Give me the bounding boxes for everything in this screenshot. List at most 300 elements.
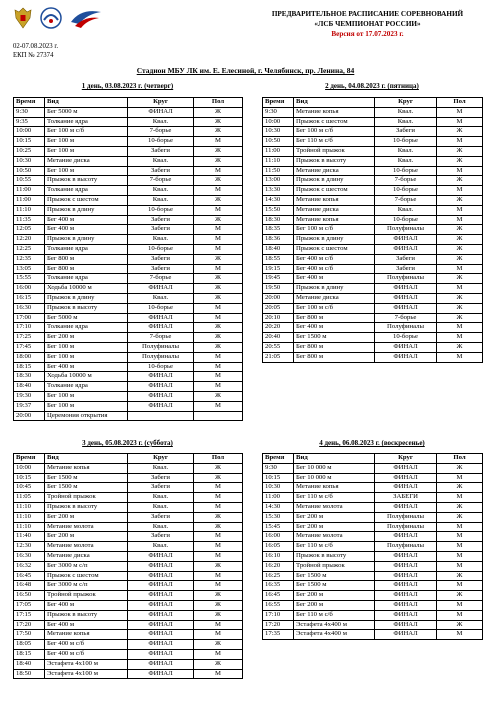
event-cell: Прыжок в длину	[45, 235, 128, 245]
time-cell: 11:00	[14, 186, 45, 196]
time-cell: 16:00	[14, 284, 45, 294]
event-cell: Метание диска	[294, 166, 375, 176]
round-cell: ФИНАЛ	[128, 284, 194, 294]
table-row	[263, 274, 483, 284]
event-cell: Толкание ядра	[45, 323, 128, 333]
event-cell: Бег 400 м с/б	[45, 649, 128, 659]
time-cell: 16:45	[263, 591, 294, 601]
sex-cell: М	[437, 581, 483, 591]
event-cell: Прыжок с шестом	[294, 186, 375, 196]
round-cell: ФИНАЛ	[128, 571, 194, 581]
time-cell: 12:30	[14, 542, 45, 552]
sex-cell: М	[194, 502, 243, 512]
time-cell: 17:20	[263, 620, 294, 630]
round-cell: ФИНАЛ	[375, 551, 437, 561]
round-cell: Полуфиналы	[375, 274, 437, 284]
event-cell: Метание копья	[294, 215, 375, 225]
table-row	[14, 571, 243, 581]
table-row	[14, 382, 243, 392]
table-row	[263, 342, 483, 352]
day-2-schedule-table	[262, 97, 483, 363]
event-cell: Бег 200 м	[294, 591, 375, 601]
sex-cell: Ж	[194, 195, 243, 205]
event-cell: Прыжок с шестом	[294, 244, 375, 254]
event-cell: Прыжок в высоту	[45, 176, 128, 186]
table-row	[14, 669, 243, 679]
table-row	[14, 581, 243, 591]
day-2-title: 2 день, 04.08.2023 г. (пятница)	[325, 82, 419, 90]
table-row	[263, 323, 483, 333]
sex-cell: М	[437, 264, 483, 274]
sex-cell: М	[194, 382, 243, 392]
round-cell: Квал.	[128, 493, 194, 503]
document-header	[250, 9, 485, 39]
time-column-header: Время	[263, 98, 294, 108]
round-cell: Квал.	[128, 235, 194, 245]
round-cell: 10-борье	[375, 215, 437, 225]
sex-cell: Ж	[194, 333, 243, 343]
sex-cell: Ж	[194, 127, 243, 137]
event-cell: Прыжок в длину	[294, 284, 375, 294]
sex-cell: М	[194, 620, 243, 630]
round-cell: 7-борье	[128, 176, 194, 186]
time-cell: 20:20	[263, 323, 294, 333]
event-cell: Бег 100 м	[45, 391, 128, 401]
event-cell: Бег 400 м	[45, 215, 128, 225]
event-cell: Толкание ядра	[45, 382, 128, 392]
event-cell: Бег 400 м	[45, 362, 128, 372]
event-cell: Метание молота	[45, 542, 128, 552]
sex-cell: Ж	[194, 293, 243, 303]
round-cell: Забеги	[128, 215, 194, 225]
round-cell: ФИНАЛ	[375, 610, 437, 620]
sex-cell: Ж	[194, 463, 243, 473]
time-cell: 13:30	[263, 186, 294, 196]
event-cell: Бег 110 м с/б	[294, 610, 375, 620]
sex-cell: М	[194, 669, 243, 679]
time-cell: 17:25	[14, 333, 45, 343]
sex-cell: М	[194, 630, 243, 640]
table-header-row	[263, 98, 483, 108]
sex-cell: М	[437, 551, 483, 561]
time-cell: 16:10	[263, 551, 294, 561]
table-row	[263, 600, 483, 610]
event-column-header: Вид	[45, 98, 128, 108]
table-row	[263, 333, 483, 343]
table-row	[263, 264, 483, 274]
event-cell: Бег 100 м	[45, 352, 128, 362]
time-cell: 20:05	[263, 303, 294, 313]
event-cell: Прыжок в длину	[45, 205, 128, 215]
table-row	[263, 166, 483, 176]
table-row	[263, 502, 483, 512]
table-row	[14, 630, 243, 640]
time-cell: 18:36	[263, 235, 294, 245]
table-row	[263, 156, 483, 166]
time-cell: 17:45	[14, 342, 45, 352]
table-row	[14, 146, 243, 156]
sex-cell: М	[194, 244, 243, 254]
round-cell: Квал.	[128, 156, 194, 166]
time-column-header: Время	[14, 98, 45, 108]
event-cell: Прыжок в высоту	[294, 551, 375, 561]
table-row	[263, 127, 483, 137]
table-row	[263, 117, 483, 127]
time-cell: 18:40	[14, 659, 45, 669]
round-cell: 10-борье	[375, 166, 437, 176]
sex-cell: М	[437, 186, 483, 196]
sex-cell: Ж	[194, 274, 243, 284]
time-cell: 14:30	[263, 502, 294, 512]
event-cell: Бег 800 м	[45, 254, 128, 264]
time-cell: 19:37	[14, 401, 45, 411]
time-cell: 16:25	[263, 571, 294, 581]
event-cell: Бег 800 м	[45, 264, 128, 274]
sex-cell: М	[194, 551, 243, 561]
sex-cell: Ж	[437, 146, 483, 156]
table-row	[263, 571, 483, 581]
event-cell: Бег 1500 м	[294, 571, 375, 581]
round-column-header: Круг	[375, 98, 437, 108]
round-cell: 7-борье	[375, 195, 437, 205]
table-row	[14, 235, 243, 245]
round-cell: Полуфиналы	[375, 225, 437, 235]
event-column-header: Вид	[294, 454, 375, 464]
table-row	[263, 107, 483, 117]
time-cell: 11:10	[263, 156, 294, 166]
table-row	[14, 649, 243, 659]
table-row	[263, 215, 483, 225]
sex-cell: М	[194, 186, 243, 196]
table-row	[14, 473, 243, 483]
event-cell: Метание молота	[294, 532, 375, 542]
time-cell: 15:45	[263, 522, 294, 532]
time-cell: 10:15	[263, 473, 294, 483]
sex-cell: М	[437, 473, 483, 483]
event-cell: Прыжок в высоту	[45, 610, 128, 620]
round-column-header: Круг	[375, 454, 437, 464]
table-row	[14, 333, 243, 343]
table-row	[263, 313, 483, 323]
round-cell: ФИНАЛ	[375, 600, 437, 610]
table-row	[263, 522, 483, 532]
sex-cell: М	[194, 372, 243, 382]
table-row	[14, 600, 243, 610]
event-cell: Метание копья	[45, 463, 128, 473]
time-cell: 17:05	[14, 600, 45, 610]
table-row	[14, 166, 243, 176]
time-cell: 16:50	[14, 591, 45, 601]
sex-cell: Ж	[437, 303, 483, 313]
time-cell: 18:55	[263, 254, 294, 264]
day-3-title: 3 день, 05.08.2023 г. (суббота)	[82, 439, 173, 447]
time-cell: 18:15	[14, 649, 45, 659]
time-cell: 10:25	[14, 146, 45, 156]
round-cell: ФИНАЛ	[128, 372, 194, 382]
event-cell: Прыжок в длину	[45, 293, 128, 303]
sex-cell: Ж	[437, 512, 483, 522]
round-cell: ФИНАЛ	[128, 581, 194, 591]
event-cell: Бег 3000 м с/п	[45, 581, 128, 591]
event-cell: Прыжок в высоту	[294, 156, 375, 166]
table-header-row	[263, 454, 483, 464]
sex-cell: Ж	[194, 342, 243, 352]
round-cell: Забеги	[128, 512, 194, 522]
round-cell: ФИНАЛ	[375, 532, 437, 542]
sex-cell: М	[194, 649, 243, 659]
sex-cell: М	[194, 362, 243, 372]
sex-cell: М	[194, 225, 243, 235]
sex-cell: М	[437, 284, 483, 294]
table-row	[263, 186, 483, 196]
table-row	[14, 274, 243, 284]
time-cell: 10:15	[14, 137, 45, 147]
event-cell: Ходьба 10000 м	[45, 284, 128, 294]
time-cell: 15:55	[14, 274, 45, 284]
sex-cell: Ж	[437, 483, 483, 493]
event-cell: Бег 800 м	[294, 352, 375, 362]
day-4-schedule-table	[262, 453, 483, 640]
round-cell: ФИНАЛ	[375, 293, 437, 303]
round-cell: ФИНАЛ	[375, 244, 437, 254]
table-row	[14, 620, 243, 630]
time-cell: 16:45	[14, 571, 45, 581]
round-cell: Забеги	[128, 264, 194, 274]
round-cell: Квал.	[375, 156, 437, 166]
day-3-schedule-table	[13, 453, 243, 679]
header-title: ПРЕДВАРИТЕЛЬНОЕ РАСПИСАНИЕ СОРЕВНОВАНИЙ	[271, 10, 464, 18]
table-row	[14, 372, 243, 382]
event-column-header: Вид	[294, 98, 375, 108]
time-cell: 18:00	[14, 352, 45, 362]
event-cell: Прыжок в длину	[294, 176, 375, 186]
round-cell: ФИНАЛ	[128, 561, 194, 571]
time-cell: 11:05	[14, 493, 45, 503]
table-row	[14, 542, 243, 552]
sports-ministry-logo	[38, 6, 64, 30]
sex-cell: Ж	[437, 342, 483, 352]
header-subtitle: «ЛСБ ЧЕМПИОНАТ РОССИИ»	[314, 20, 421, 28]
round-cell: Забеги	[128, 532, 194, 542]
time-cell: 16:05	[263, 542, 294, 552]
time-cell: 10:30	[263, 127, 294, 137]
sex-cell: Ж	[194, 659, 243, 669]
event-cell: Бег 1500 м	[45, 473, 128, 483]
table-header-row	[14, 98, 243, 108]
event-cell: Метание диска	[45, 156, 128, 166]
time-cell: 17:00	[14, 313, 45, 323]
sex-cell: Ж	[194, 522, 243, 532]
sex-column-header: Пол	[437, 98, 483, 108]
table-row	[14, 215, 243, 225]
table-row	[263, 244, 483, 254]
sex-cell: М	[437, 166, 483, 176]
event-cell: Метание диска	[294, 293, 375, 303]
time-cell: 16:55	[263, 600, 294, 610]
event-cell: Бег 100 м	[45, 146, 128, 156]
round-cell: ФИНАЛ	[128, 669, 194, 679]
sex-cell: Ж	[437, 463, 483, 473]
round-cell: ФИНАЛ	[128, 659, 194, 669]
table-row	[14, 293, 243, 303]
table-row	[263, 352, 483, 362]
time-cell: 11:35	[14, 215, 45, 225]
time-cell: 16:30	[14, 303, 45, 313]
table-row	[14, 483, 243, 493]
time-cell: 17:10	[14, 323, 45, 333]
table-row	[14, 254, 243, 264]
table-row	[14, 313, 243, 323]
event-cell: Бег 3000 м с/п	[45, 561, 128, 571]
round-cell: ФИНАЛ	[375, 483, 437, 493]
event-cell: Бег 200 м	[45, 512, 128, 522]
round-cell: ФИНАЛ	[128, 640, 194, 650]
round-cell: ФИНАЛ	[375, 561, 437, 571]
time-cell: 16:20	[263, 561, 294, 571]
event-column-header: Вид	[45, 454, 128, 464]
table-row	[14, 401, 243, 411]
round-cell: ФИНАЛ	[128, 600, 194, 610]
round-cell: Полуфиналы	[128, 342, 194, 352]
round-cell: ФИНАЛ	[375, 463, 437, 473]
sex-cell: М	[437, 333, 483, 343]
day-1-schedule-table	[13, 97, 243, 421]
time-cell: 18:50	[14, 669, 45, 679]
event-cell: Метание копья	[294, 195, 375, 205]
event-cell: Толкание ядра	[45, 244, 128, 254]
round-cell: Квал.	[128, 117, 194, 127]
table-row	[263, 137, 483, 147]
sex-cell: М	[194, 571, 243, 581]
round-cell: ФИНАЛ	[375, 352, 437, 362]
table-row	[263, 254, 483, 264]
sex-cell: М	[194, 483, 243, 493]
time-cell: 10:00	[14, 127, 45, 137]
sex-cell: М	[437, 205, 483, 215]
table-row	[263, 463, 483, 473]
round-cell: 10-борье	[128, 303, 194, 313]
round-cell: 7-борье	[128, 333, 194, 343]
round-cell: Полуфиналы	[375, 323, 437, 333]
round-cell: ФИНАЛ	[375, 502, 437, 512]
table-row	[263, 542, 483, 552]
sex-cell: Ж	[437, 502, 483, 512]
round-cell: 10-борье	[375, 186, 437, 196]
time-cell: 10:00	[263, 117, 294, 127]
event-cell: Бег 400 м	[294, 274, 375, 284]
event-cell: Бег 200 м	[45, 532, 128, 542]
time-cell: 21:05	[263, 352, 294, 362]
time-cell: 13:05	[14, 264, 45, 274]
sex-cell	[194, 411, 243, 421]
time-cell: 9:30	[14, 107, 45, 117]
sex-cell: М	[194, 166, 243, 176]
sex-cell: М	[437, 522, 483, 532]
sex-cell: М	[194, 264, 243, 274]
time-cell: 15:30	[263, 512, 294, 522]
round-cell: ФИНАЛ	[128, 107, 194, 117]
table-row	[263, 225, 483, 235]
table-row	[14, 176, 243, 186]
round-cell: Квал.	[128, 293, 194, 303]
sex-cell: Ж	[194, 117, 243, 127]
event-cell: Эстафета 4х400 м	[294, 620, 375, 630]
sex-cell: М	[194, 493, 243, 503]
time-cell: 11:10	[14, 522, 45, 532]
event-cell: Метание копья	[294, 483, 375, 493]
event-cell: Метание копья	[45, 630, 128, 640]
time-cell: 17:50	[14, 630, 45, 640]
round-cell: ФИНАЛ	[128, 620, 194, 630]
time-cell: 16:48	[14, 581, 45, 591]
sex-cell: М	[194, 581, 243, 591]
round-cell: Забеги	[128, 254, 194, 264]
competition-dates: 02-07.08.2023 г.	[13, 43, 59, 50]
round-cell: ФИНАЛ	[128, 313, 194, 323]
table-row	[263, 293, 483, 303]
event-cell: Бег 1500 м	[45, 483, 128, 493]
round-cell: Квал.	[375, 107, 437, 117]
sex-cell: Ж	[437, 254, 483, 264]
table-row	[14, 411, 243, 421]
sex-cell: М	[437, 323, 483, 333]
table-row	[14, 352, 243, 362]
round-cell: Квал.	[128, 542, 194, 552]
round-cell: ФИНАЛ	[375, 571, 437, 581]
event-cell: Бег 110 м с/б	[294, 137, 375, 147]
table-row	[14, 284, 243, 294]
sex-cell: М	[437, 532, 483, 542]
table-row	[14, 137, 243, 147]
table-row	[14, 107, 243, 117]
time-cell: 20:10	[263, 313, 294, 323]
round-cell: Забеги	[128, 225, 194, 235]
round-cell: ФИНАЛ	[375, 235, 437, 245]
time-cell: 10:00	[14, 463, 45, 473]
event-cell: Метание молота	[45, 522, 128, 532]
table-row	[263, 610, 483, 620]
sex-cell: Ж	[437, 313, 483, 323]
table-row	[14, 591, 243, 601]
event-cell: Тройной прыжок	[45, 591, 128, 601]
table-row	[263, 620, 483, 630]
sex-cell: М	[194, 401, 243, 411]
table-row	[14, 342, 243, 352]
round-cell: Забеги	[128, 483, 194, 493]
sex-cell: М	[194, 205, 243, 215]
round-cell: 10-борье	[375, 333, 437, 343]
round-cell: Забеги	[375, 264, 437, 274]
round-cell: ЗАБЕГИ	[375, 493, 437, 503]
time-cell: 16:30	[14, 551, 45, 561]
round-cell: ФИНАЛ	[375, 303, 437, 313]
table-row	[263, 176, 483, 186]
time-cell: 9:30	[263, 107, 294, 117]
time-cell: 10:30	[14, 156, 45, 166]
round-cell: 7-борье	[128, 127, 194, 137]
ekp-number: ЕКП № 27374	[13, 52, 54, 59]
sex-cell: М	[437, 600, 483, 610]
event-cell: Бег 400 м с/б	[45, 640, 128, 650]
sex-cell: Ж	[194, 156, 243, 166]
sex-cell: Ж	[437, 274, 483, 284]
round-cell: ФИНАЛ	[375, 473, 437, 483]
sex-cell: Ж	[194, 107, 243, 117]
sex-cell: М	[437, 630, 483, 640]
table-row	[14, 551, 243, 561]
round-cell: Квал.	[128, 463, 194, 473]
table-row	[263, 473, 483, 483]
